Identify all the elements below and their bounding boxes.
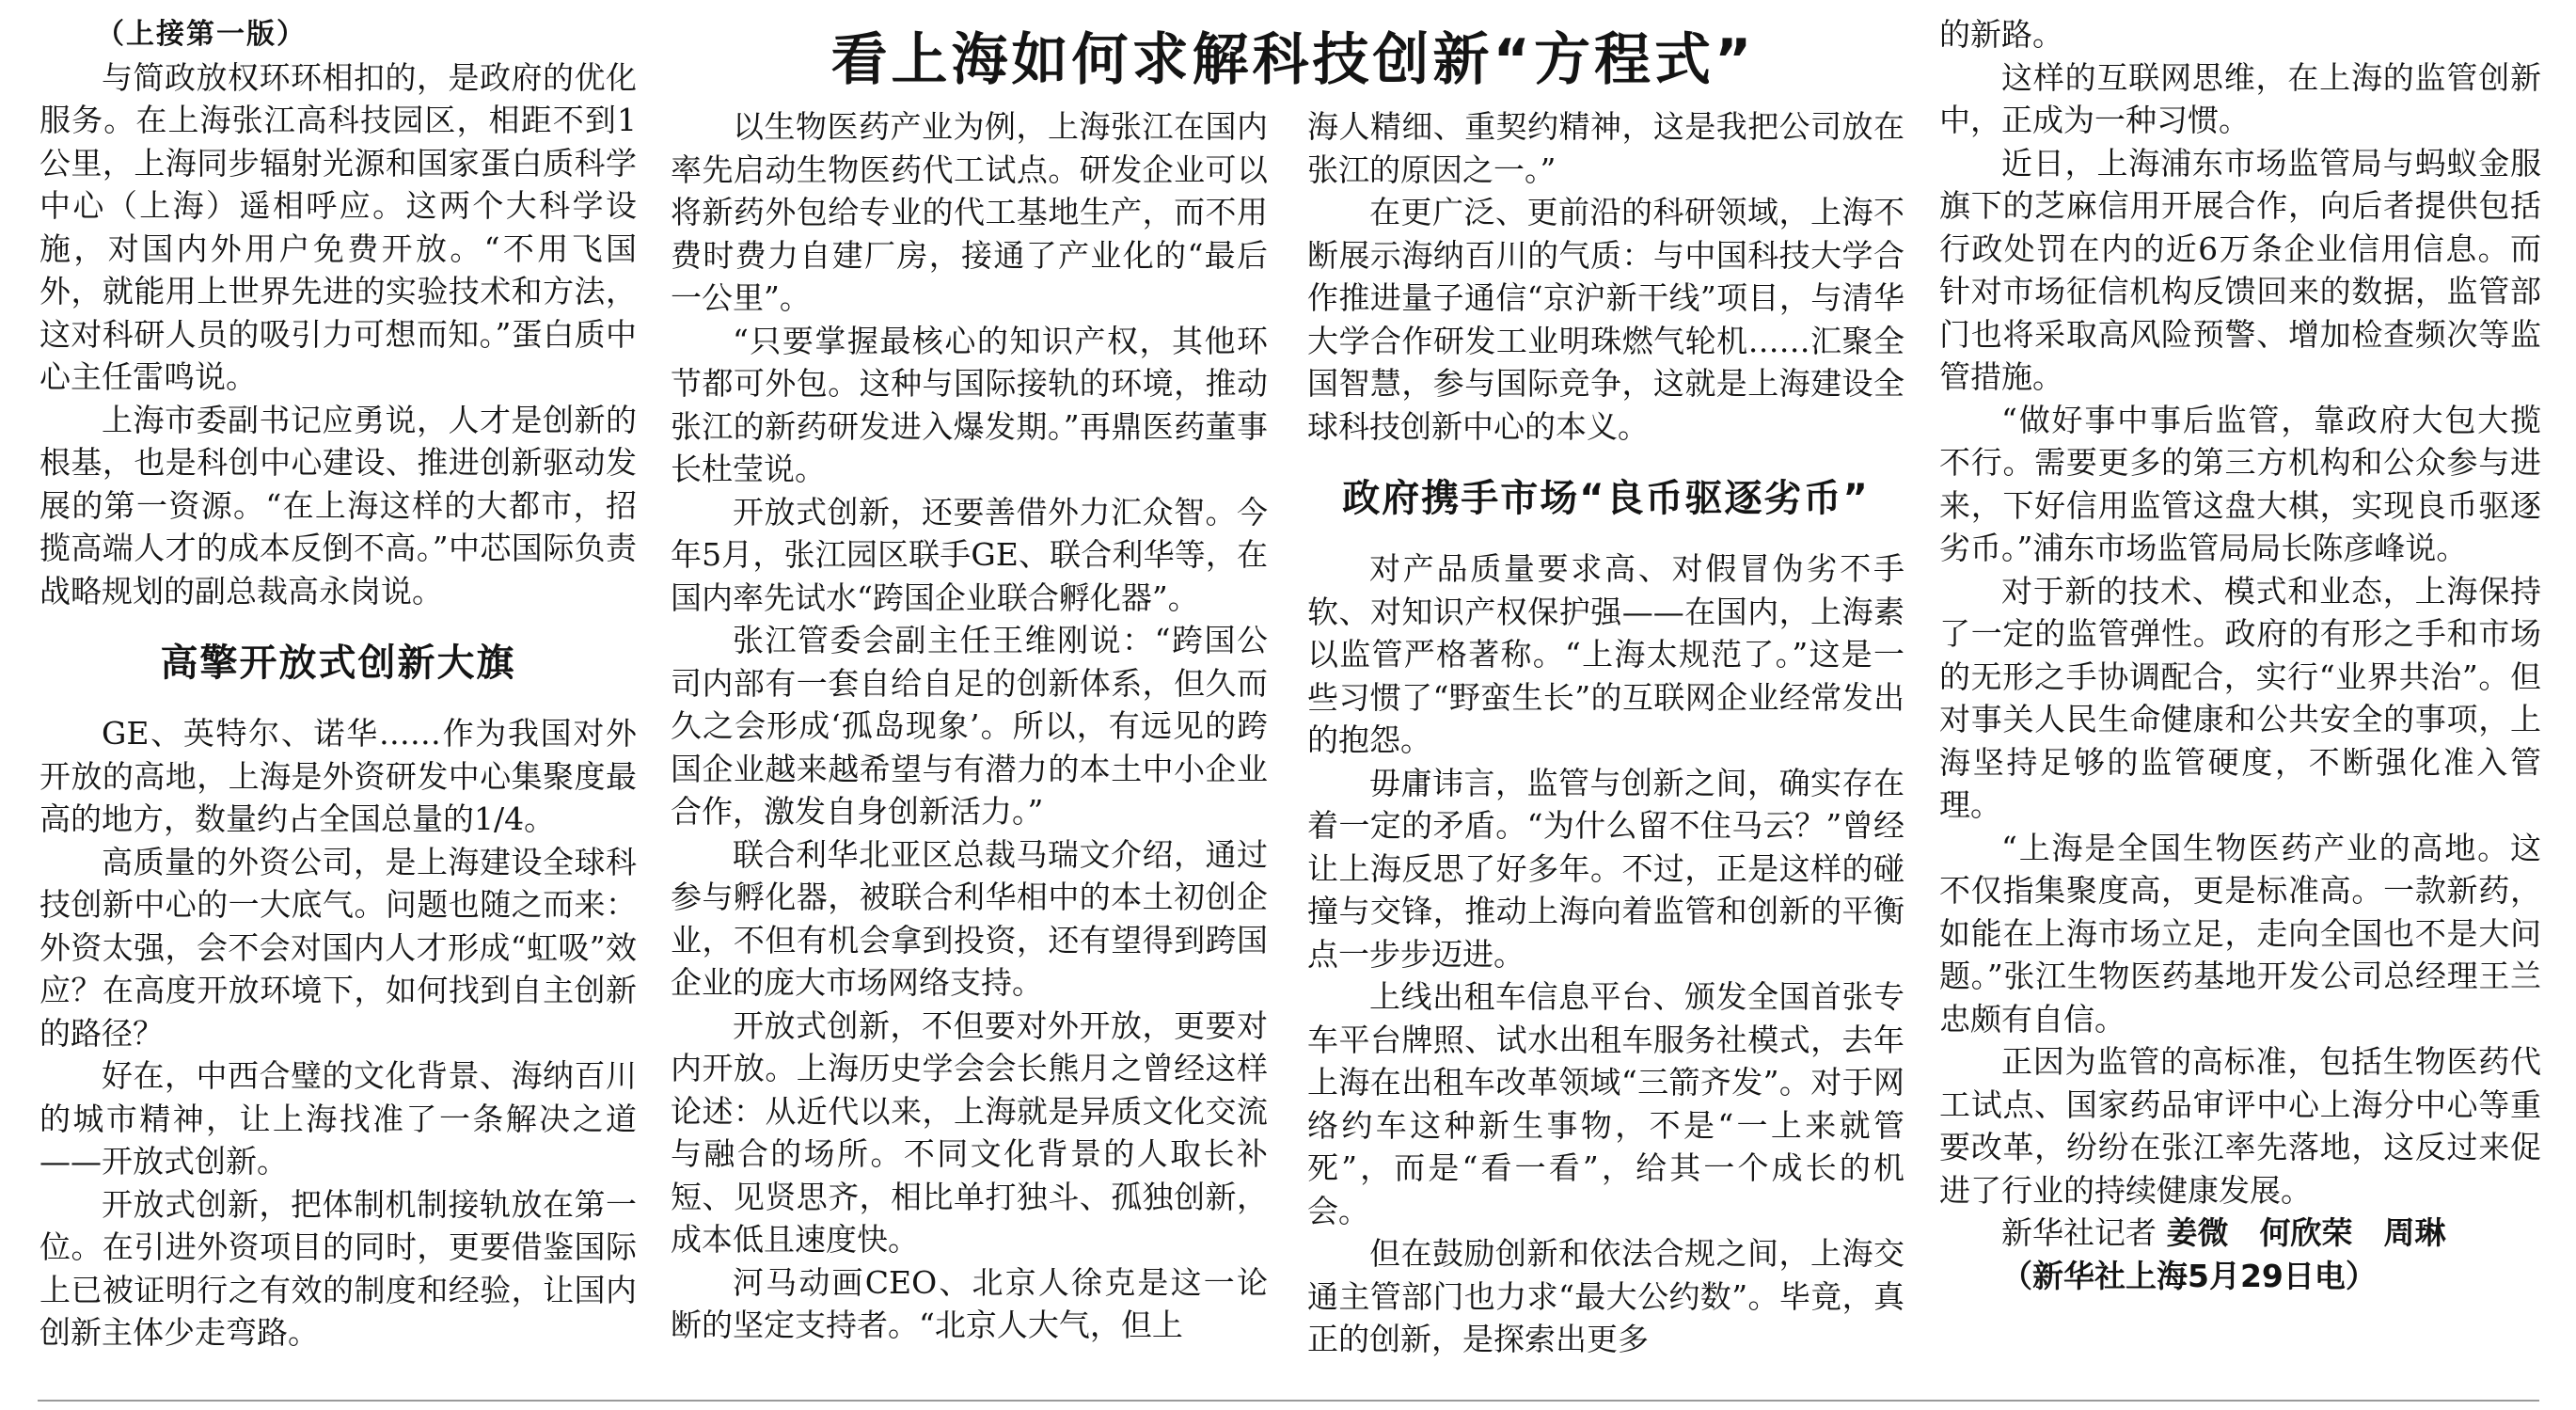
- paragraph: 开放式创新，还要善借外力汇众智。今年5月，张江园区联手GE、联合利华等，在国内率先试水“跨国企业联合孵化器”。: [671, 493, 1268, 616]
- column-2: [671, 105, 1268, 1347]
- column-1: [40, 13, 637, 1355]
- paragraph: “上海是全国生物医药产业的高地。这不仅指集聚度高，更是标准高。一款新药，如能在上海市场立足，走向全国也不是大问题。”张江生物医药基地开发公司总经理王兰忠颇有自信。: [1939, 829, 2541, 1038]
- paragraph: 张江管委会副主任王维刚说：“跨国公司内部有一套自给自足的创新体系，但久而久之会形成‘孤岛现象’。所以，有远见的跨国企业越来越希望与有潜力的本土中小企业合作，激发自身创新活力。”: [671, 622, 1268, 830]
- paragraph: 开放式创新，把体制机制接轨放在第一位。在引进外资项目的同时，更要借鉴国际上已被证明行之有效的制度和经验，让国内创新主体少走弯路。: [40, 1185, 637, 1351]
- subheading-government-market: 政府携手市场“良币驱逐劣币”: [1342, 477, 1870, 520]
- paragraph: 与简政放权环环相扣的，是政府的优化服务。在上海张江高科技园区，相距不到1公里，上海同步辐射光源和国家蛋白质科学中心（上海）遥相呼应。这两个大科学设施，对国内外用户免费开放。“不用飞国外，就能用上世界先进的实验技术和方法，这对科研人员的吸引力可想而知。”蛋白质中心主任雷鸣说。: [40, 58, 637, 395]
- paragraph: 近日，上海浦东市场监管局与蚂蚁金服旗下的芝麻信用开展合作，向后者提供包括行政处罚在内的近6万条企业信用信息。而针对市场征信机构反馈回来的数据，监管部门也将采取高风险预警、增加检查频次等监管措施。: [1939, 144, 2541, 395]
- paragraph-continuation: 的新路。: [1939, 16, 2063, 53]
- paragraph-continuation: 海人精细、重契约精神，这是我把公司放在张江的原因之一。”: [1307, 108, 1904, 188]
- paragraph: “只要掌握最核心的知识产权，其他环节都可外包。这种与国际接轨的环境，推动张江的新药研发进入爆发期。”再鼎医药董事长杜莹说。: [671, 322, 1268, 487]
- paragraph: 这样的互联网思维，在上海的监管创新中，正成为一种习惯。: [1939, 58, 2541, 138]
- paragraph: 上海市委副书记应勇说，人才是创新的根基，也是科创中心建设、推进创新驱动发展的第一资源。“在上海这样的大都市，招揽高端人才的成本反倒不高。”中芯国际负责战略规划的副总裁高永岗说。: [40, 401, 637, 610]
- byline-prefix: 新华社记者: [2001, 1214, 2157, 1251]
- paragraph: 上线出租车信息平台、颁发全国首张专车平台牌照、试水出租车服务社模式，去年上海在出租车改革领域“三箭齐发”。对于网络约车这种新生事物，不是“一上来就管死”，而是“看一看”，给其一个成长的机会。: [1307, 978, 1904, 1229]
- column-3: [1307, 105, 1904, 1361]
- paragraph: GE、英特尔、诺华……作为我国对外开放的高地，上海是外资研发中心集聚度最高的地方，数量约占全国总量的1/4。: [40, 715, 637, 837]
- paragraph: 在更广泛、更前沿的科研领域，上海不断展示海纳百川的气质：与中国科技大学合作推进量子通信“京沪新干线”项目，与清华大学合作研发工业明珠燃气轮机……汇聚全国智慧，参与国际竞争，这就是上海建设全球科技创新中心的本义。: [1307, 194, 1904, 445]
- paragraph: 好在，中西合璧的文化背景、海纳百川的城市精神，让上海找准了一条解决之道——开放式创新。: [40, 1057, 637, 1180]
- paragraph: 联合利华北亚区总裁马瑞文介绍，通过参与孵化器，被联合利华相中的本土初创企业，不但有机会拿到投资，还有望得到跨国企业的庞大市场网络支持。: [671, 835, 1268, 1001]
- paragraph: 开放式创新，不但要对外开放，更要对内开放。上海历史学会会长熊月之曾经这样论述：从近代以来，上海就是异质文化交流与融合的场所。不同文化背景的人取长补短、见贤思齐，相比单打独斗、孤独创新，成本低且速度快。: [671, 1006, 1268, 1258]
- paragraph: 高质量的外资公司，是上海建设全球科技创新中心的一大底气。问题也随之而来：外资太强，会不会对国内人才形成“虹吸”效应？在高度开放环境下，如何找到自主创新的路径？: [40, 843, 637, 1052]
- paragraph: 对产品质量要求高、对假冒伪劣不手软、对知识产权保护强——在国内，上海素以监管严格著称。“上海太规范了。”这是一些习惯了“野蛮生长”的互联网企业经常发出的抱怨。: [1307, 550, 1904, 758]
- paragraph: 毋庸讳言，监管与创新之间，确实存在着一定的矛盾。“为什么留不住马云？”曾经让上海反思了好多年。不过，正是这样的碰撞与交锋，推动上海向着监管和创新的平衡点一步步迈进。: [1307, 764, 1904, 973]
- paragraph: 正因为监管的高标准，包括生物医药代工试点、国家药品审评中心上海分中心等重要改革，纷纷在张江率先落地，这反过来促进了行业的持续健康发展。: [1939, 1043, 2541, 1209]
- subheading-open-innovation: 高擎开放式创新大旗: [160, 642, 516, 685]
- paragraph: “做好事中事后监管，靠政府大包大揽不行。需要更多的第三方机构和公众参与进来，下好信用监管这盘大棋，实现良币驱逐劣币。”浦东市场监管局局长陈彦峰说。: [1939, 401, 2541, 566]
- column-4: [1939, 13, 2541, 1297]
- main-headline: 看上海如何求解科技创新“方程式”: [830, 27, 1756, 93]
- byline: [1939, 1212, 2541, 1255]
- paragraph: 对于新的技术、模式和业态，上海保持了一定的监管弹性。政府的有形之手和市场的无形之手协调配合，实行“业界共治”。但对事关人民生命健康和公共安全的事项，上海坚持足够的监管硬度，不断强化准入管理。: [1939, 572, 2541, 823]
- dateline: （新华社上海5月29日电）: [2001, 1257, 2377, 1294]
- bottom-rule: [38, 1400, 2539, 1402]
- continued-note: （上接第一版）: [96, 18, 307, 51]
- byline-names: 姜微 何欣荣 周琳: [2166, 1214, 2446, 1251]
- paragraph: 以生物医药产业为例，上海张江在国内率先启动生物医药代工试点。研发企业可以将新药外包给专业的代工基地生产，而不用费时费力自建厂房，接通了产业化的“最后一公里”。: [671, 108, 1268, 316]
- paragraph: 河马动画CEO、北京人徐克是这一论断的坚定支持者。“北京人大气，但上: [671, 1263, 1268, 1343]
- paragraph: 但在鼓励创新和依法合规之间，上海交通主管部门也力求“最大公约数”。毕竟，真正的创新，是探索出更多: [1307, 1235, 1904, 1357]
